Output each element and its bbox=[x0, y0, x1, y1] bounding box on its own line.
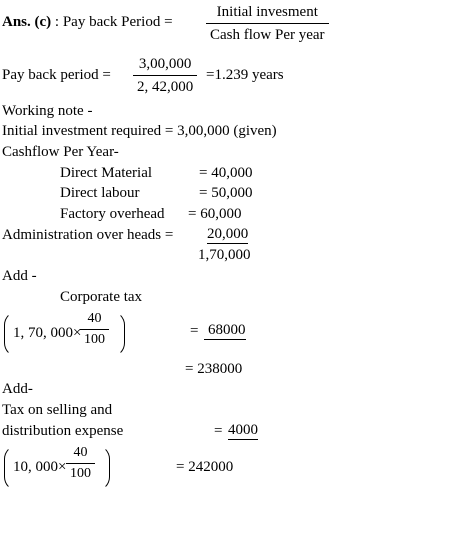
item-direct-material-value: = 40,000 bbox=[199, 165, 253, 181]
admin-overheads-value: 20,000 bbox=[207, 226, 249, 242]
selling-tax-label-line1: Tax on selling and bbox=[2, 402, 113, 418]
selling-tax-numerator: 40 bbox=[73, 445, 88, 460]
item-factory-overhead-value: = 60,000 bbox=[188, 206, 242, 222]
selling-tax-expression: 10, 000× bbox=[13, 459, 67, 475]
corporate-tax-denominator: 100 bbox=[80, 329, 109, 348]
add-selling-title: Add- bbox=[2, 381, 33, 397]
item-factory-overhead-label: Factory overhead bbox=[60, 206, 165, 222]
payback-calc-fraction bbox=[133, 55, 197, 96]
selling-tax-denominator: 100 bbox=[66, 463, 95, 482]
answer-text: : Pay back Period = bbox=[51, 14, 173, 30]
corporate-tax-expression: 1, 70, 000× bbox=[13, 325, 82, 341]
subtotal-value: 1,70,000 bbox=[198, 247, 251, 263]
answer-heading bbox=[2, 13, 173, 31]
final-total: = 242000 bbox=[176, 459, 234, 475]
running-total-1: = 238000 bbox=[185, 361, 243, 377]
cashflow-title: Cashflow Per Year- bbox=[2, 144, 119, 160]
admin-overheads-label: Administration over heads = bbox=[2, 227, 174, 243]
corporate-tax-fraction bbox=[80, 311, 109, 348]
item-direct-material-label: Direct Material bbox=[60, 165, 153, 181]
corporate-tax-equals: = bbox=[190, 323, 199, 339]
calc-numerator: 3,00,000 bbox=[138, 56, 192, 72]
answer-label: Ans. (c) bbox=[2, 14, 52, 30]
selling-tax-equals: = bbox=[214, 423, 223, 439]
add-corporate-title: Add - bbox=[2, 268, 37, 284]
calc-denominator: 2, 42,000 bbox=[133, 75, 197, 96]
item-direct-labour-value: = 50,000 bbox=[199, 185, 253, 201]
working-note-title: Working note - bbox=[2, 103, 93, 119]
corporate-tax-value: 68000 bbox=[204, 322, 246, 340]
payback-result: =1.239 years bbox=[206, 67, 284, 83]
corporate-tax-numerator: 40 bbox=[87, 311, 102, 326]
payback-calc-label: Pay back period = bbox=[2, 67, 111, 83]
initial-investment-line: Initial investment required = 3,00,000 (given) bbox=[2, 123, 277, 139]
selling-tax-fraction bbox=[66, 445, 95, 482]
payback-formula-fraction bbox=[206, 3, 329, 44]
corporate-tax-label: Corporate tax bbox=[60, 289, 143, 305]
formula-denominator: Cash flow Per year bbox=[206, 23, 329, 44]
item-direct-labour-label: Direct labour bbox=[60, 185, 140, 201]
selling-tax-label-line2: distribution expense bbox=[2, 423, 124, 439]
selling-tax-value: 4000 bbox=[228, 422, 258, 438]
formula-numerator: Initial invesment bbox=[216, 4, 318, 20]
